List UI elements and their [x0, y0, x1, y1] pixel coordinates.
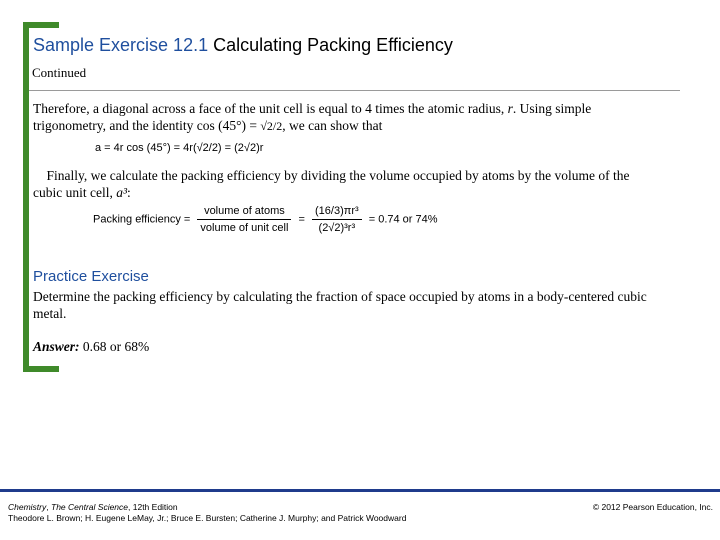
para1-sqrt: √2/2 — [260, 119, 283, 133]
green-bracket-bottom — [23, 366, 59, 372]
footer-book-c: The Central Science — [51, 502, 129, 512]
eq2-fraction-formula — [312, 205, 362, 234]
eq2-frac2-numerator: (16/3)πr³ — [312, 205, 362, 220]
para2-text-b: : — [127, 185, 131, 200]
continued-label: Continued — [32, 65, 87, 80]
footer-book-line — [8, 502, 406, 513]
green-bracket-vertical — [23, 22, 29, 372]
eq2-equals: = — [298, 213, 305, 226]
para1-text-b: . Using simple trigonometry, and the identity cos (45°) = — [33, 101, 592, 133]
footer-divider — [0, 489, 720, 492]
para2-text-a: Finally, we calculate the packing efficiency by dividing the volume occupied by atoms by the volume of the cubic unit cell, — [33, 168, 630, 200]
practice-text: Determine the packing efficiency by calculating the fraction of space occupied by atoms in a body-centered cubic metal. — [33, 289, 647, 321]
paragraph-diagonal — [33, 100, 653, 135]
answer-label: Answer: — [33, 339, 80, 354]
para1-text-a: Therefore, a diagonal across a face of the unit cell is equal to 4 times the atomic radius, — [33, 101, 508, 116]
eq2-frac1-denominator: volume of unit cell — [200, 222, 289, 234]
header-divider — [29, 90, 680, 91]
eq2-fraction-volumes — [197, 205, 291, 234]
eq2-frac2-denominator: (2√2)³r³ — [318, 222, 356, 234]
equation-diagonal: a = 4r cos (45°) = 4r(√2/2) = (2√2)r — [95, 142, 264, 154]
answer-line — [33, 339, 149, 355]
eq2-result: = 0.74 or 74% — [368, 213, 438, 226]
page-title — [33, 35, 453, 56]
green-bracket-top — [23, 22, 59, 28]
footer-copyright: © 2012 Pearson Education, Inc. — [592, 502, 713, 512]
answer-value: 0.68 or 68% — [79, 339, 150, 354]
practice-heading: Practice Exercise — [33, 268, 149, 285]
paragraph-packing — [33, 167, 653, 201]
footer-book-d: , 12th Edition — [128, 502, 178, 512]
para1-var-r: r — [507, 101, 513, 116]
footer-authors: Theodore L. Brown; H. Eugene LeMay, Jr.; Bruce E. Bursten; Catherine J. Murphy; and Patrick Woodward — [8, 513, 407, 523]
footer-citation — [8, 502, 406, 524]
equation-packing-efficiency — [93, 205, 438, 234]
eq2-frac1-numerator: volume of atoms — [197, 205, 291, 220]
title-text: Calculating Packing Efficiency — [208, 35, 453, 55]
footer-book-a: Chemistry — [8, 502, 47, 512]
para1-text-c: , we can show that — [282, 118, 383, 133]
eq2-label: Packing efficiency = — [93, 213, 191, 226]
title-number: Sample Exercise 12.1 — [33, 35, 209, 55]
footer-book-b: , — [46, 502, 51, 512]
para2-var-a3: a³ — [116, 185, 128, 200]
